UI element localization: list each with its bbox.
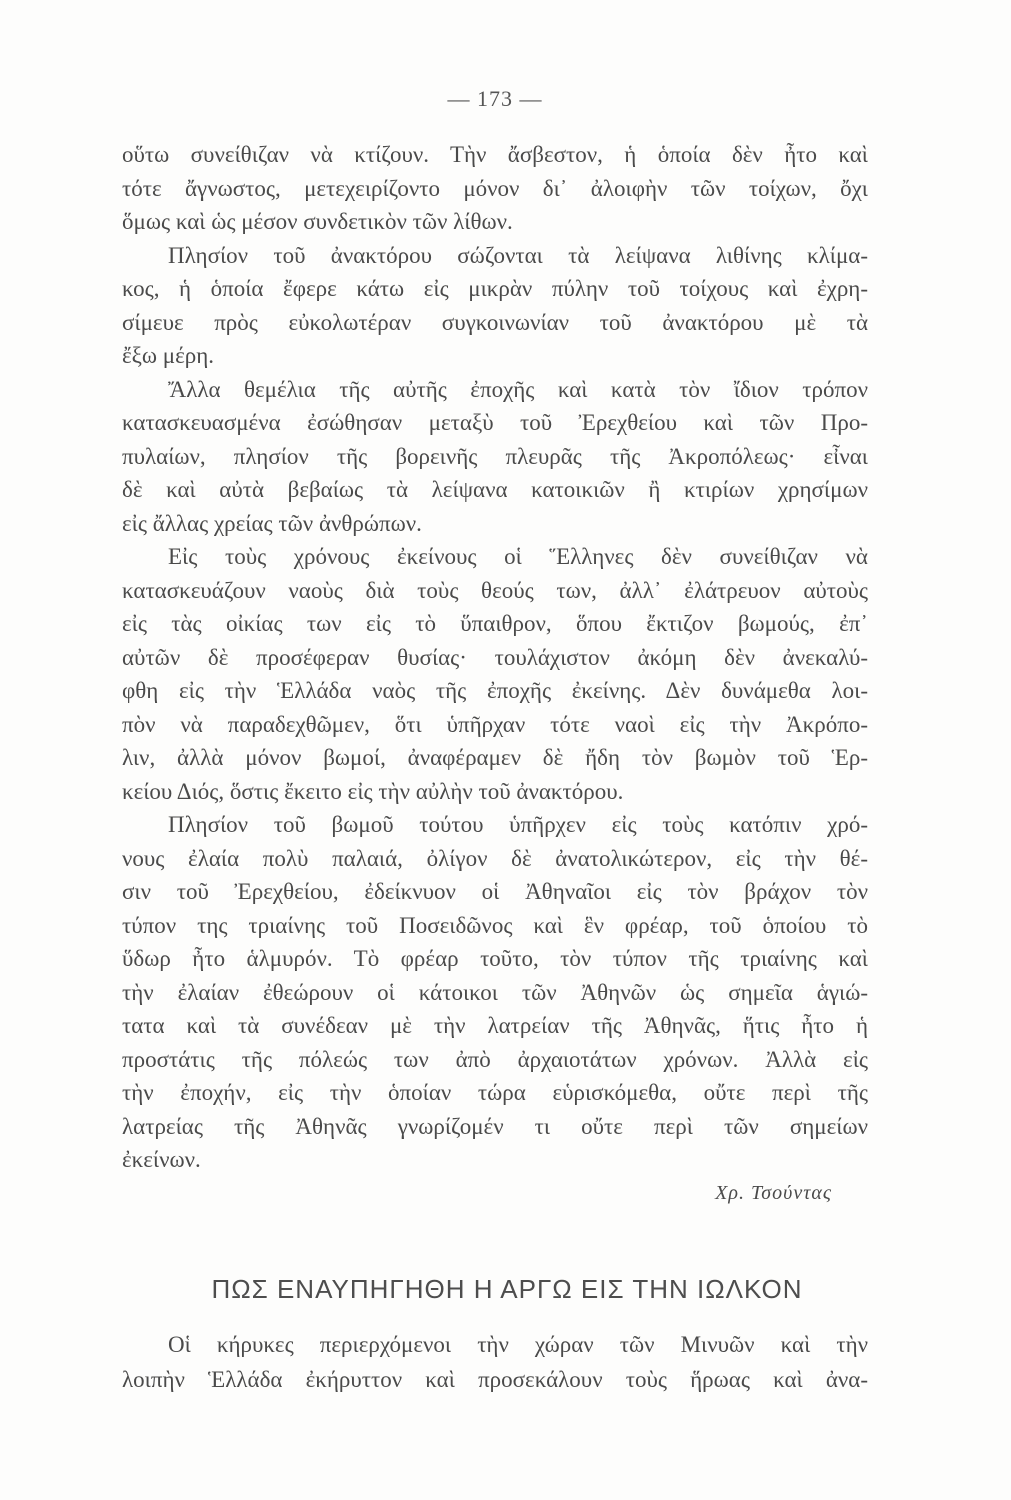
text-line: προστάτις τῆς πόλεώς των ἀπὸ ἀρχαιοτάτων χρόνων. Ἀλλὰ εἰς xyxy=(122,1046,868,1072)
paragraph-first-line: Πλησίον τοῦ βωμοῦ τούτου ὑπῆρχεν εἰς τοὺς κατόπιν χρό- xyxy=(168,812,868,837)
text-line: νους ἐλαία πολὺ παλαιά, ὀλίγον δὲ ἀνατολικώτερον, εἰς τὴν θέ- xyxy=(122,845,868,871)
text-line: κος, ἡ ὁποία ἔφερε κάτω εἰς μικρὰν πύλην τοῦ τοίχους καὶ ἐχρη- xyxy=(122,276,868,301)
author-signature: Χρ. Τσούντας xyxy=(715,1181,832,1204)
page-number: — 173 — xyxy=(447,86,543,111)
text-line: λοιπὴν Ἑλλάδα ἐκήρυττον καὶ προσεκάλουν τοὺς ἥρωας καὶ ἀνα- xyxy=(122,1367,868,1392)
text-line: σιν τοῦ Ἐρεχθείου, ἐδείκνυον οἱ Ἀθηναῖοι εἰς τὸν βράχον τὸν xyxy=(122,879,868,904)
text-line: τὴν ἐλαίαν ἐθεώρουν οἱ κάτοικοι τῶν Ἀθηνῶν ὡς σημεῖα ἁγιώ- xyxy=(122,979,868,1005)
text-line: ὅμως καὶ ὡς μέσον συνδετικὸν τῶν λίθων. xyxy=(122,209,513,234)
article-body xyxy=(122,138,868,1210)
text-line: τὴν ἐποχήν, εἰς τὴν ὁποίαν τώρα εὑρισκόμεθα, οὔτε περὶ τῆς xyxy=(122,1080,868,1105)
text-line: λιν, ἀλλὰ μόνον βωμοί, ἀναφέραμεν δὲ ἤδη τὸν βωμὸν τοῦ Ἑρ- xyxy=(122,745,868,770)
text-line: κατασκευάζουν ναοὺς διὰ τοὺς θεούς των, ἀλλ᾿ ἐλάτρευον αὐτοὺς xyxy=(122,577,868,603)
paragraph-first-line: Εἰς τοὺς χρόνους ἐκείνους οἱ Ἕλληνες δὲν συνείθιζαν νὰ xyxy=(168,544,868,569)
text-line: τατα καὶ τὰ συνέδεαν μὲ τὴν λατρείαν τῆς Ἀθηνᾶς, ἥτις ἦτο ἡ xyxy=(122,1013,868,1038)
text-line: δὲ καὶ αὐτὰ βεβαίως τὰ λείψανα κατοικιῶν ἢ κτιρίων χρησίμων xyxy=(122,477,868,502)
text-line: τύπον της τριαίνης τοῦ Ποσειδῶνος καὶ ἓν φρέαρ, τοῦ ὁποίου τὸ xyxy=(122,912,868,938)
text-line: ὕδωρ ἦτο ἁλμυρόν. Τὸ φρέαρ τοῦτο, τὸν τύπον τῆς τριαίνης καὶ xyxy=(122,946,868,971)
section-heading: ΠΩΣ ΕΝΑΥΠΗΓΗΘΗ Η ΑΡΓΩ ΕΙΣ ΤΗΝ ΙΩΛΚΟΝ xyxy=(211,1274,803,1304)
text-line: κείου Διός, ὅστις ἔκειτο εἰς τὴν αὐλὴν τοῦ ἀνακτόρου. xyxy=(122,778,624,804)
paragraph-first-line: Οἱ κήρυκες περιερχόμενοι τὴν χώραν τῶν Μινυῶν καὶ τὴν xyxy=(168,1332,868,1357)
text-line: εἰς ἄλλας χρείας τῶν ἀνθρώπων. xyxy=(122,510,422,536)
text-line: πὸν νὰ παραδεχθῶμεν, ὅτι ὑπῆρχαν τότε ναοὶ εἰς τὴν Ἀκρόπο- xyxy=(122,711,868,737)
text-line: λατρείας τῆς Ἀθηνᾶς γνωρίζομέν τι οὔτε περὶ τῶν σημείων xyxy=(122,1113,868,1139)
text-line: ἐκείνων. xyxy=(122,1147,201,1172)
text-line: φθη εἰς τὴν Ἑλλάδα ναὸς τῆς ἐποχῆς ἐκείνης. Δὲν δυνάμεθα λοι- xyxy=(122,678,868,703)
text-line: κατασκευασμένα ἐσώθησαν μεταξὺ τοῦ Ἐρεχθείου καὶ τῶν Προ- xyxy=(122,410,868,435)
text-line: οὕτω συνείθιζαν νὰ κτίζουν. Τὴν ἄσβεστον, ἡ ὁποία δὲν ἦτο καὶ xyxy=(122,142,868,167)
next-section-body xyxy=(122,1327,868,1397)
text-line: εἰς τὰς οἰκίας των εἰς τὸ ὕπαιθρον, ὅπου ἔκτιζον βωμούς, ἐπ᾿ xyxy=(122,611,868,636)
text-line: τότε ἄγνωστος, μετεχειρίζοντο μόνον δι᾿ ἀλοιφὴν τῶν τοίχων, ὄχι xyxy=(122,175,868,201)
text-line: αὐτῶν δὲ προσέφεραν θυσίας· τουλάχιστον ἀκόμη δὲν ἀνεκαλύ- xyxy=(122,644,868,670)
text-line: ἔξω μέρη. xyxy=(122,343,215,368)
text-line: σίμευε πρὸς εὐκολωτέραν συγκοινωνίαν τοῦ ἀνακτόρου μὲ τὰ xyxy=(122,309,868,335)
paragraph-first-line: Πλησίον τοῦ ἀνακτόρου σώζονται τὰ λείψανα λιθίνης κλίμα- xyxy=(168,242,868,268)
text-line: πυλαίων, πλησίον τῆς βορεινῆς πλευρᾶς τῆς Ἀκροπόλεως· εἶναι xyxy=(122,443,868,469)
paragraph-first-line: Ἄλλα θεμέλια τῆς αὐτῆς ἐποχῆς καὶ κατὰ τὸν ἴδιον τρόπον xyxy=(168,376,868,402)
